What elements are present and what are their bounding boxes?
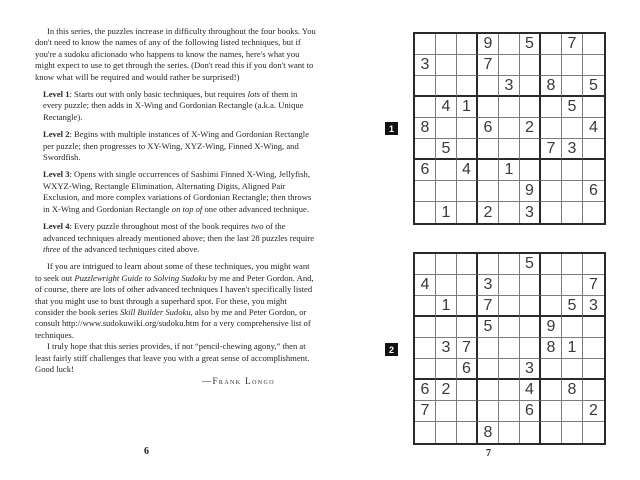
- sudoku-cell-r3c7: [541, 296, 562, 317]
- sudoku-cell-r6c9: [583, 139, 604, 160]
- sudoku-cell-r7c7: [541, 380, 562, 401]
- text-segment: on top of: [171, 203, 203, 214]
- sudoku-cell-r3c4: [478, 76, 499, 97]
- sudoku-cell-r5c9: [583, 338, 604, 359]
- sudoku-cell-r3c9: 5: [583, 76, 604, 97]
- sudoku-cell-r1c4: 9: [478, 34, 499, 55]
- sudoku-cell-r8c4: [478, 181, 499, 202]
- sudoku-cell-r6c8: [562, 359, 583, 380]
- sudoku-cell-r6c5: [499, 139, 520, 160]
- sudoku-cell-r4c7: 9: [541, 317, 562, 338]
- paragraph-level-1: [43, 89, 317, 123]
- sudoku-cell-r2c8: [562, 55, 583, 76]
- text-segment: : Starts out with only basic techniques, but requires: [69, 89, 248, 100]
- sudoku-cell-r1c5: [499, 34, 520, 55]
- sudoku-cell-r9c5: [499, 202, 520, 223]
- sudoku-cell-r8c2: [436, 401, 457, 422]
- sudoku-cell-r7c3: 4: [457, 160, 478, 181]
- sudoku-cell-r1c9: [583, 34, 604, 55]
- sudoku-cell-r2c2: [436, 275, 457, 296]
- sudoku-cell-r5c8: [562, 118, 583, 139]
- sudoku-cell-r8c7: [541, 401, 562, 422]
- text-segment: I truly hope that this series provides, if not “pencil-chewing agony,” then at least fairly stiff challenges that leave you with a great sense of accomplishment. Good luck!: [35, 341, 310, 374]
- sudoku-cell-r3c8: 5: [562, 296, 583, 317]
- sudoku-cell-r8c5: [499, 181, 520, 202]
- text-segment: three: [43, 243, 61, 254]
- sudoku-grid-2: [413, 252, 606, 445]
- text-segment: In this series, the puzzles increase in difficulty throughout the four books. You don't need to know the names of any of the following listed techniques, but if you're a sudoku aficionado who happens to know the names, here's what you might expect to use to get through the series. (Don't read this if you don't want to know what will be required and would rather be surprised!): [35, 26, 316, 82]
- sudoku-cell-r5c3: 7: [457, 338, 478, 359]
- sudoku-cell-r7c9: [583, 160, 604, 181]
- left-page-text-block: [35, 26, 317, 388]
- sudoku-cell-r9c2: [436, 422, 457, 443]
- sudoku-cell-r8c4: [478, 401, 499, 422]
- text-segment: If you are intrigued to learn about some of these techniques, you might want to seek out: [35, 261, 310, 283]
- sudoku-cell-r8c9: 6: [583, 181, 604, 202]
- sudoku-cell-r4c3: 1: [457, 97, 478, 118]
- text-segment: of them in every puzzle; then adds in X-Wing and Gordonian Rectangle (a.k.a. Unique Rectangle).: [43, 89, 304, 122]
- sudoku-cell-r3c1: [415, 76, 436, 97]
- sudoku-cell-r2c4: 7: [478, 55, 499, 76]
- text-segment: Level 4: [43, 221, 70, 232]
- text-segment: of the advanced techniques cited above.: [60, 243, 200, 254]
- sudoku-cell-r7c1: 6: [415, 160, 436, 181]
- sudoku-cell-r1c9: [583, 254, 604, 275]
- text-segment: Level 2: [43, 129, 70, 140]
- sudoku-cell-r6c9: [583, 359, 604, 380]
- sudoku-cell-r3c1: [415, 296, 436, 317]
- sudoku-cell-r3c4: 7: [478, 296, 499, 317]
- sudoku-cell-r1c1: [415, 254, 436, 275]
- text-segment: one other advanced technique.: [202, 203, 309, 214]
- text-segment: of the advanced techniques already mentioned above; then the last 28 puzzles require: [43, 221, 315, 243]
- sudoku-cell-r3c9: 3: [583, 296, 604, 317]
- sudoku-cell-r1c2: [436, 254, 457, 275]
- sudoku-cell-r3c2: [436, 76, 457, 97]
- sudoku-cell-r7c5: 1: [499, 160, 520, 181]
- sudoku-cell-r3c2: 1: [436, 296, 457, 317]
- sudoku-cell-r4c2: 4: [436, 97, 457, 118]
- sudoku-cell-r5c2: 3: [436, 338, 457, 359]
- sudoku-cell-r9c4: 2: [478, 202, 499, 223]
- sudoku-cell-r7c6: 4: [520, 380, 541, 401]
- text-segment: Skill Builder Sudoku: [119, 306, 191, 317]
- paragraph-level-2: [43, 129, 317, 163]
- sudoku-cell-r2c7: [541, 55, 562, 76]
- sudoku-cell-r1c7: [541, 34, 562, 55]
- sudoku-cell-r2c1: 3: [415, 55, 436, 76]
- page-number-right: 7: [486, 448, 491, 459]
- sudoku-cell-r8c1: 7: [415, 401, 436, 422]
- sudoku-cell-r5c1: 8: [415, 118, 436, 139]
- sudoku-cell-r2c2: [436, 55, 457, 76]
- sudoku-cell-r6c5: [499, 359, 520, 380]
- sudoku-cell-r1c5: [499, 254, 520, 275]
- sudoku-cell-r6c8: 3: [562, 139, 583, 160]
- sudoku-cell-r4c8: [562, 317, 583, 338]
- sudoku-cell-r9c4: 8: [478, 422, 499, 443]
- sudoku-cell-r5c2: [436, 118, 457, 139]
- sudoku-cell-r4c6: [520, 317, 541, 338]
- sudoku-cell-r3c6: [520, 76, 541, 97]
- sudoku-cell-r8c2: [436, 181, 457, 202]
- sudoku-cell-r9c1: [415, 422, 436, 443]
- sudoku-cell-r1c6: 5: [520, 254, 541, 275]
- sudoku-cell-r9c6: [520, 422, 541, 443]
- paragraph-outro-1: [35, 261, 317, 341]
- sudoku-cell-r4c1: [415, 317, 436, 338]
- sudoku-cell-r5c6: [520, 338, 541, 359]
- sudoku-cell-r9c3: [457, 202, 478, 223]
- sudoku-cell-r3c8: [562, 76, 583, 97]
- sudoku-cell-r7c4: [478, 160, 499, 181]
- sudoku-cell-r3c5: 3: [499, 76, 520, 97]
- sudoku-cell-r5c5: [499, 118, 520, 139]
- sudoku-cell-r7c7: [541, 160, 562, 181]
- sudoku-cell-r5c1: [415, 338, 436, 359]
- page-number-left: 6: [144, 446, 149, 457]
- sudoku-cell-r6c7: [541, 359, 562, 380]
- sudoku-cell-r8c9: 2: [583, 401, 604, 422]
- sudoku-cell-r6c1: [415, 139, 436, 160]
- sudoku-cell-r4c4: [478, 97, 499, 118]
- sudoku-cell-r6c6: 3: [520, 359, 541, 380]
- sudoku-cell-r2c3: [457, 275, 478, 296]
- sudoku-cell-r6c4: [478, 139, 499, 160]
- text-segment: by me and Peter Gordon. And, of course, there are lots of other advanced techniques I haven't specifically listed that you might use to bust through a superhard spot. For these, you might consider the book series: [35, 272, 314, 317]
- sudoku-cell-r9c8: [562, 422, 583, 443]
- sudoku-cell-r6c1: [415, 359, 436, 380]
- sudoku-cell-r5c7: 8: [541, 338, 562, 359]
- sudoku-cell-r3c3: [457, 76, 478, 97]
- sudoku-cell-r1c8: 7: [562, 34, 583, 55]
- sudoku-cell-r2c5: [499, 55, 520, 76]
- sudoku-cell-r5c4: 6: [478, 118, 499, 139]
- sudoku-cell-r1c4: [478, 254, 499, 275]
- sudoku-cell-r2c3: [457, 55, 478, 76]
- text-segment: : Begins with multiple instances of X-Wing and Gordonian Rectangle per puzzle; then progresses to XY-Wing, XYZ-Wing, Finned X-Wing, and Swordfish.: [43, 129, 310, 163]
- sudoku-cell-r7c3: [457, 380, 478, 401]
- sudoku-cell-r6c3: [457, 139, 478, 160]
- sudoku-cell-r7c5: [499, 380, 520, 401]
- sudoku-cell-r4c7: [541, 97, 562, 118]
- sudoku-cell-r6c3: 6: [457, 359, 478, 380]
- sudoku-cell-r4c9: [583, 97, 604, 118]
- sudoku-cell-r3c7: 8: [541, 76, 562, 97]
- sudoku-cell-r7c1: 6: [415, 380, 436, 401]
- sudoku-cell-r8c6: 6: [520, 401, 541, 422]
- sudoku-cell-r8c3: [457, 181, 478, 202]
- text-segment: , also by me and Peter Gordon, or consult http://www.sudokuwiki.org/sudoku.htm for a very comprehensive list of techniques.: [35, 306, 311, 340]
- sudoku-cell-r9c3: [457, 422, 478, 443]
- sudoku-cell-r3c5: [499, 296, 520, 317]
- sudoku-cell-r2c9: [583, 55, 604, 76]
- sudoku-cell-r9c7: [541, 422, 562, 443]
- sudoku-cell-r2c9: 7: [583, 275, 604, 296]
- sudoku-cell-r3c3: [457, 296, 478, 317]
- sudoku-cell-r2c7: [541, 275, 562, 296]
- sudoku-cell-r2c5: [499, 275, 520, 296]
- sudoku-cell-r8c5: [499, 401, 520, 422]
- sudoku-cell-r4c8: 5: [562, 97, 583, 118]
- sudoku-cell-r1c3: [457, 34, 478, 55]
- sudoku-cell-r9c5: [499, 422, 520, 443]
- sudoku-cell-r1c3: [457, 254, 478, 275]
- puzzle-1-label-badge: 1: [385, 122, 398, 135]
- text-segment: : Opens with single occurrences of Sashimi Finned X-Wing, Jellyfish, WXYZ-Wing, Rectangle Elimination, Alternating Digits, Aligned Pair Exclusion, and more complex variations of Gordonian Rectangle; then throws in X-Wing and Gordonian Rectangle: [43, 169, 312, 214]
- sudoku-cell-r4c5: [499, 317, 520, 338]
- sudoku-cell-r6c2: [436, 359, 457, 380]
- sudoku-cell-r1c7: [541, 254, 562, 275]
- sudoku-cell-r7c9: [583, 380, 604, 401]
- sudoku-cell-r1c6: 5: [520, 34, 541, 55]
- sudoku-cell-r5c6: 2: [520, 118, 541, 139]
- sudoku-cell-r1c8: [562, 254, 583, 275]
- text-segment: Level 3: [43, 169, 70, 180]
- sudoku-cell-r2c6: [520, 275, 541, 296]
- sudoku-cell-r1c1: [415, 34, 436, 55]
- sudoku-cell-r5c4: [478, 338, 499, 359]
- sudoku-cell-r8c1: [415, 181, 436, 202]
- text-segment: : Every puzzle throughout most of the book requires: [69, 221, 252, 232]
- sudoku-cell-r5c9: 4: [583, 118, 604, 139]
- sudoku-cell-r2c8: [562, 275, 583, 296]
- sudoku-cell-r8c3: [457, 401, 478, 422]
- sudoku-cell-r1c2: [436, 34, 457, 55]
- paragraph-level-3: [43, 169, 317, 215]
- sudoku-cell-r9c2: 1: [436, 202, 457, 223]
- sudoku-cell-r7c2: [436, 160, 457, 181]
- sudoku-cell-r5c7: [541, 118, 562, 139]
- sudoku-cell-r8c6: 9: [520, 181, 541, 202]
- sudoku-cell-r9c7: [541, 202, 562, 223]
- sudoku-cell-r2c6: [520, 55, 541, 76]
- sudoku-cell-r3c6: [520, 296, 541, 317]
- sudoku-grid-1: [413, 32, 606, 225]
- sudoku-cell-r9c1: [415, 202, 436, 223]
- sudoku-cell-r8c8: [562, 181, 583, 202]
- sudoku-cell-r7c2: 2: [436, 380, 457, 401]
- sudoku-cell-r7c8: 8: [562, 380, 583, 401]
- sudoku-cell-r9c9: [583, 422, 604, 443]
- sudoku-cell-r4c6: [520, 97, 541, 118]
- paragraph-level-4: [43, 221, 317, 255]
- sudoku-cell-r4c3: [457, 317, 478, 338]
- paragraph-outro-2: [35, 341, 317, 375]
- sudoku-cell-r6c2: 5: [436, 139, 457, 160]
- sudoku-cell-r5c8: 1: [562, 338, 583, 359]
- sudoku-cell-r6c7: 7: [541, 139, 562, 160]
- sudoku-cell-r9c8: [562, 202, 583, 223]
- text-segment: two: [251, 221, 264, 232]
- sudoku-cell-r2c1: 4: [415, 275, 436, 296]
- sudoku-cell-r6c4: [478, 359, 499, 380]
- sudoku-cell-r4c9: [583, 317, 604, 338]
- sudoku-cell-r4c4: 5: [478, 317, 499, 338]
- sudoku-cell-r5c5: [499, 338, 520, 359]
- text-segment: Level 1: [43, 89, 70, 100]
- sudoku-cell-r2c4: 3: [478, 275, 499, 296]
- text-segment: lots: [247, 89, 260, 100]
- paragraph-intro: [35, 26, 317, 83]
- puzzle-2-label-badge: 2: [385, 343, 398, 356]
- sudoku-cell-r8c8: [562, 401, 583, 422]
- sudoku-cell-r7c6: [520, 160, 541, 181]
- sudoku-cell-r4c2: [436, 317, 457, 338]
- sudoku-cell-r9c9: [583, 202, 604, 223]
- sudoku-cell-r8c7: [541, 181, 562, 202]
- sudoku-cell-r4c1: [415, 97, 436, 118]
- text-segment: Puzzlewright Guide to Solving Sudoku: [74, 272, 207, 283]
- sudoku-cell-r5c3: [457, 118, 478, 139]
- sudoku-cell-r7c8: [562, 160, 583, 181]
- author-signature: —Frank Longo: [202, 376, 275, 387]
- sudoku-cell-r4c5: [499, 97, 520, 118]
- sudoku-cell-r7c4: [478, 380, 499, 401]
- sudoku-cell-r6c6: [520, 139, 541, 160]
- sudoku-cell-r9c6: 3: [520, 202, 541, 223]
